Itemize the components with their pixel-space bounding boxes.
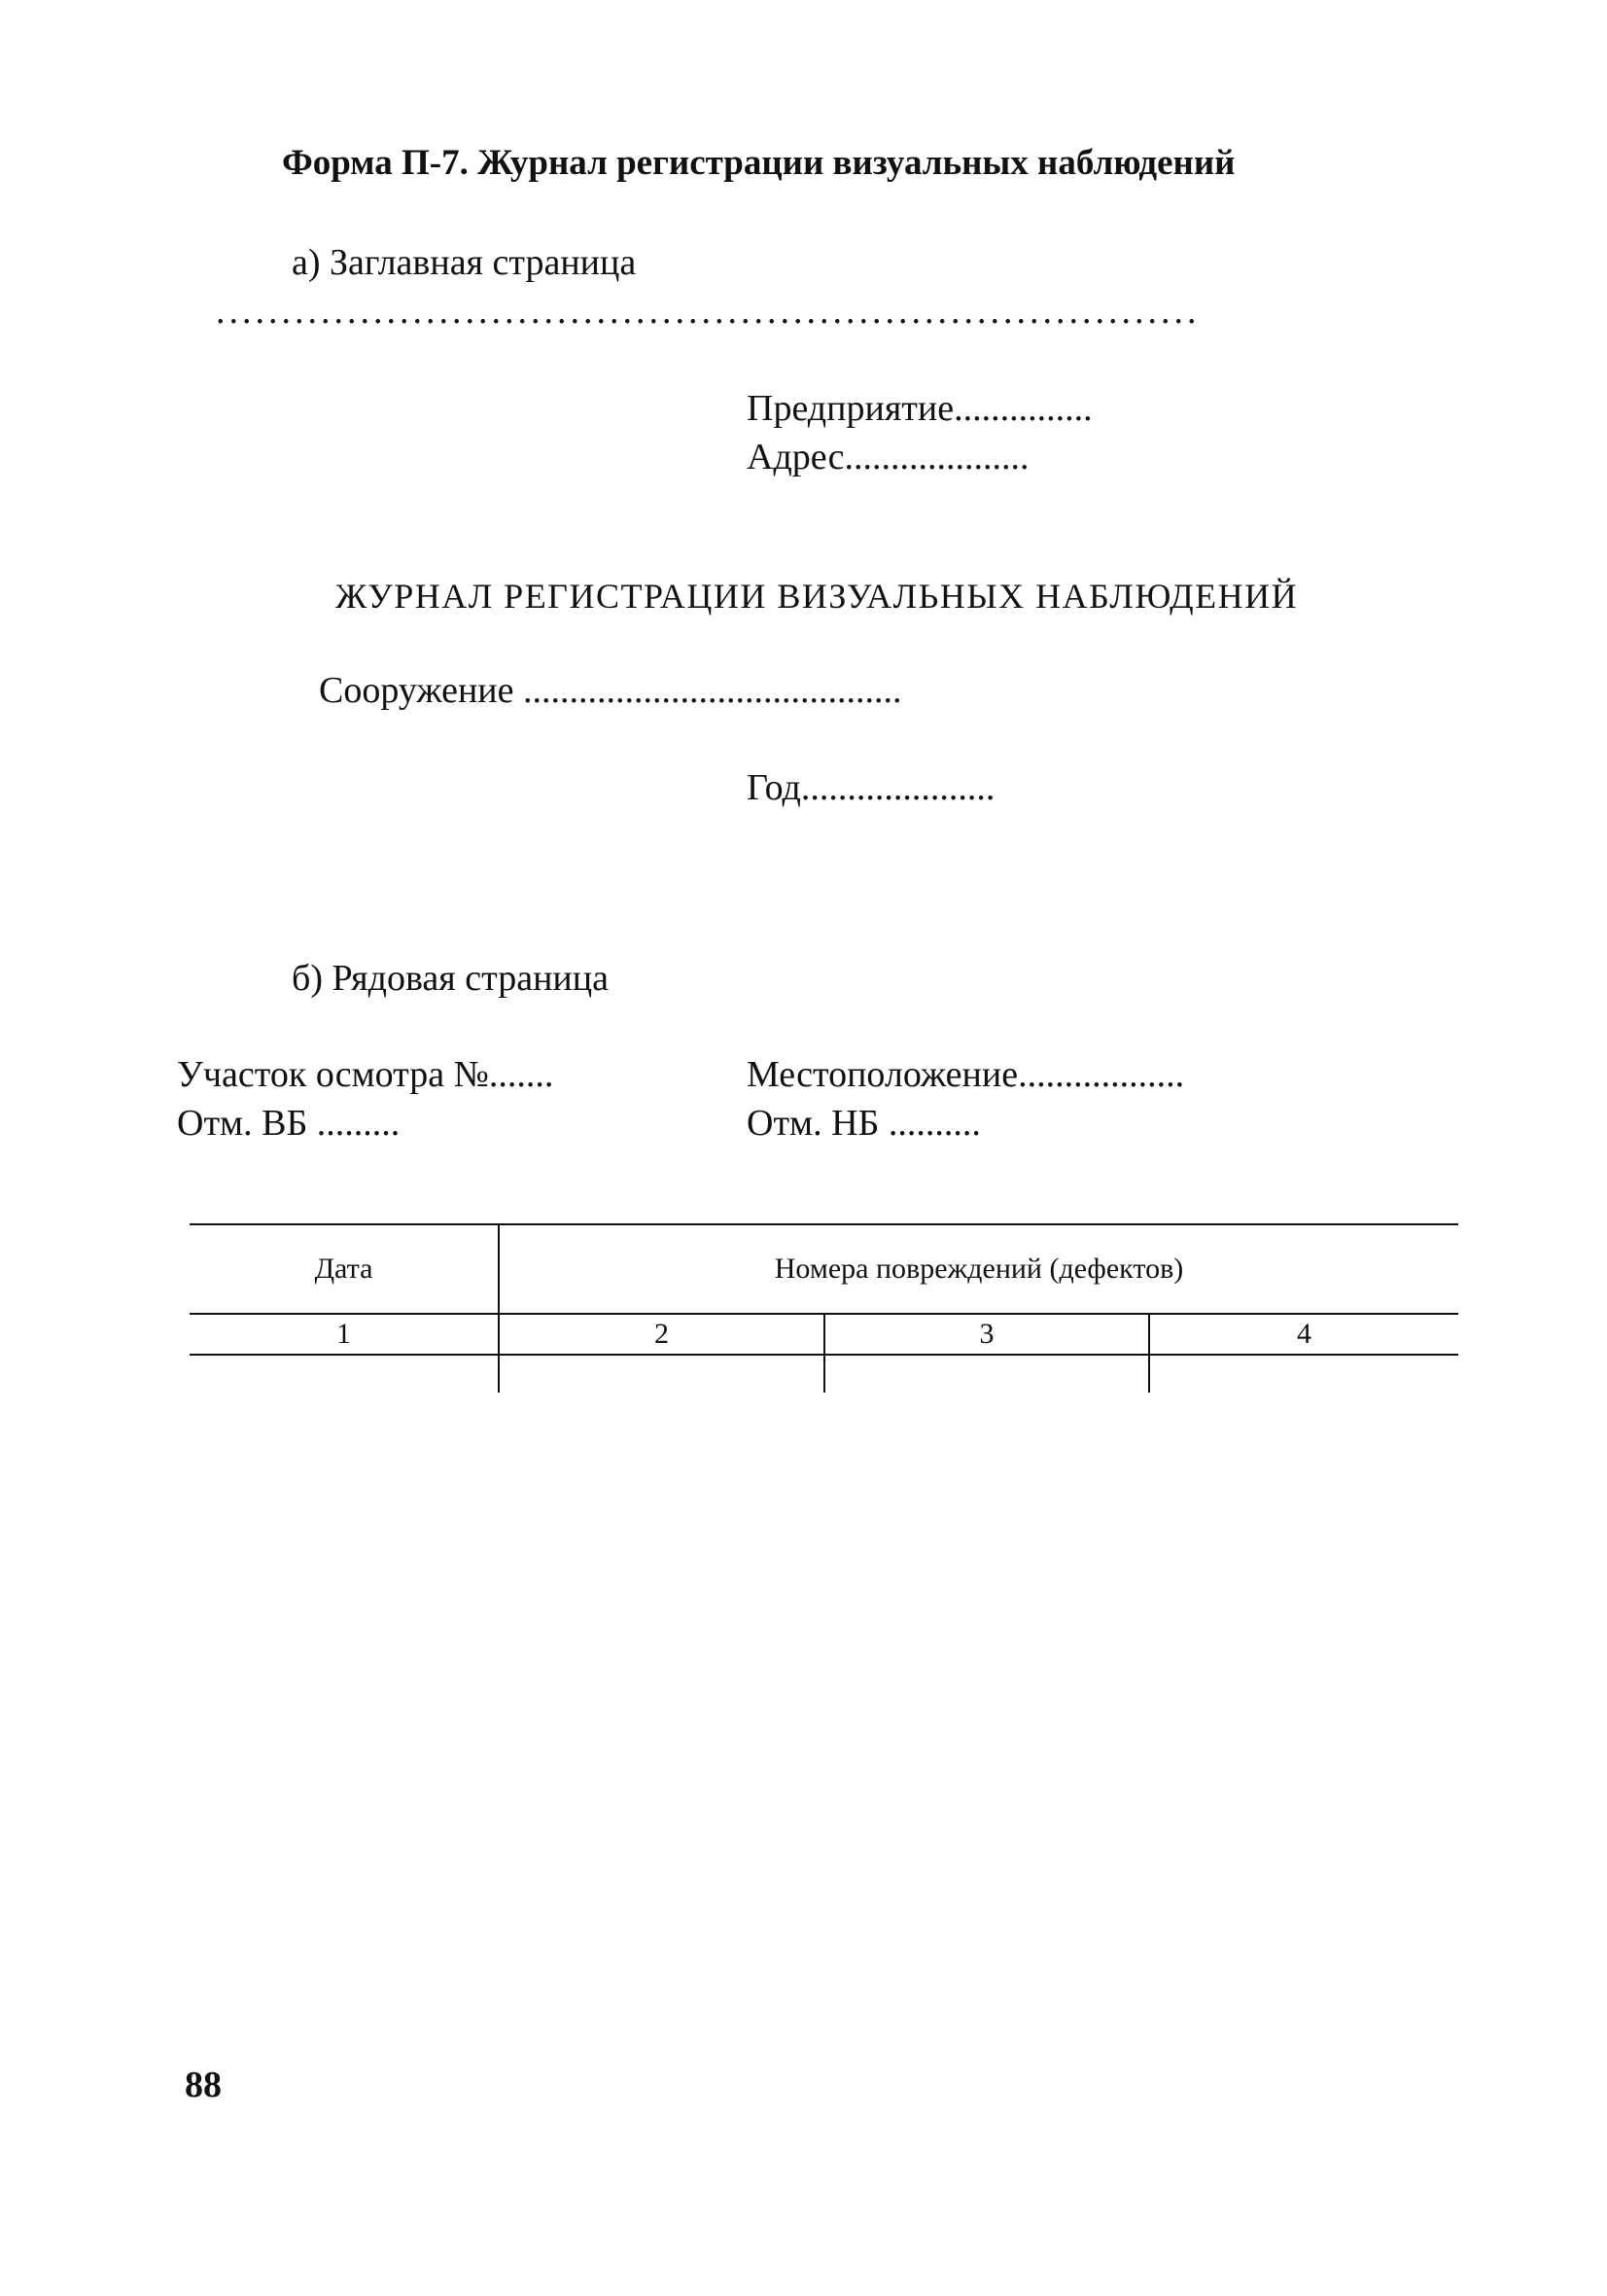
upper-mark-field: Отм. ВБ ......... <box>177 1103 401 1144</box>
page-number: 88 <box>185 2065 222 2105</box>
separator-line: ........................................................................... <box>216 291 1201 332</box>
address-field: Адрес.................... <box>747 437 1030 477</box>
year-field: Год..................... <box>747 767 996 808</box>
journal-title: ЖУРНАЛ РЕГИСТРАЦИИ ВИЗУАЛЬНЫХ НАБЛЮДЕНИЙ <box>335 577 1299 616</box>
col-number-4: 4 <box>1297 1318 1311 1350</box>
location-field: Местоположение.................. <box>747 1054 1185 1095</box>
enterprise-field: Предприятие............... <box>747 388 1093 429</box>
defects-table <box>190 1223 1458 1393</box>
section-b-heading: б) Рядовая страница <box>292 958 609 999</box>
page-title: Форма П-7. Журнал регистрации визуальных наблюдений <box>282 143 1236 183</box>
header-date: Дата <box>314 1253 373 1285</box>
section-a-heading: а) Заглавная страница <box>292 242 637 283</box>
table-top-border <box>190 1223 1458 1225</box>
table-col-divider-1 <box>498 1223 500 1393</box>
col-number-2: 2 <box>654 1318 669 1350</box>
col-number-1: 1 <box>336 1318 351 1350</box>
col-number-3: 3 <box>979 1318 995 1350</box>
inspection-area-field: Участок осмотра №....... <box>177 1054 554 1095</box>
header-defects: Номера повреждений (дефектов) <box>774 1253 1184 1285</box>
structure-field: Сооружение ......................................... <box>319 670 902 711</box>
lower-mark-field: Отм. НБ .......... <box>747 1103 981 1144</box>
